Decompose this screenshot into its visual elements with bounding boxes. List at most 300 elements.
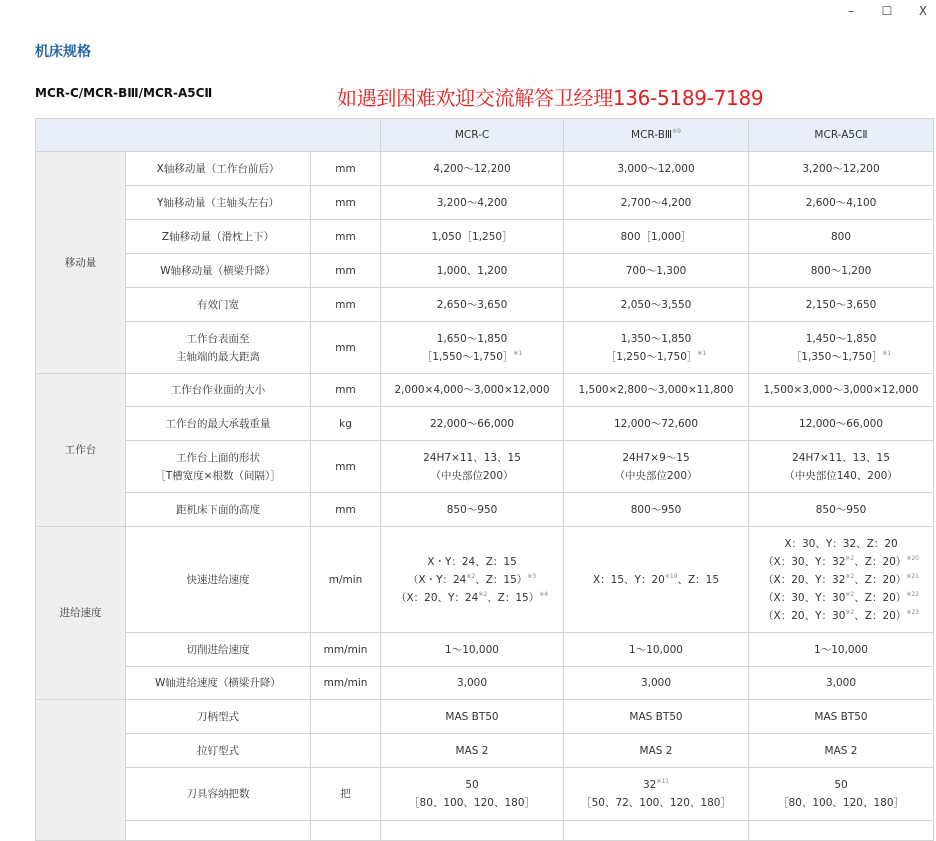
cell-line — [749, 296, 933, 314]
cell-text: MAS 2 — [639, 744, 673, 757]
cell-line — [749, 126, 933, 144]
cell-line — [381, 330, 563, 348]
cell-line — [381, 674, 563, 692]
group-label: 进给速度 — [36, 527, 126, 700]
cell-line — [564, 742, 748, 760]
cell-text: 距机床下面的高度 — [176, 503, 260, 516]
column-header — [564, 119, 749, 152]
cell-line — [564, 330, 748, 348]
page-title: 机床规格 — [35, 44, 91, 60]
value-cell — [381, 322, 564, 374]
unit-cell: mm — [311, 322, 381, 374]
column-header — [381, 119, 564, 152]
cell-line — [126, 262, 310, 280]
cell-line — [749, 535, 933, 553]
unit-cell: mm — [311, 288, 381, 322]
cell-text: 800 — [830, 230, 852, 243]
cell-text: ［1,250～1,750］ — [605, 350, 698, 363]
value-cell — [564, 821, 749, 841]
item-label — [126, 186, 311, 220]
cell-text: 2,650～3,650 — [436, 298, 508, 311]
cell-line — [126, 296, 310, 314]
table-row — [36, 493, 934, 527]
item-label — [126, 441, 311, 493]
cell-text: 1～10,000 — [629, 643, 683, 656]
footnote-mark: ※9 — [672, 128, 681, 135]
cell-line — [749, 262, 933, 280]
footnote-mark: ※20 — [906, 554, 919, 562]
unit-cell: mm — [311, 220, 381, 254]
cell-text: MCR-BⅢ — [631, 129, 673, 141]
cell-line — [564, 415, 748, 433]
footnote-mark: ※2 — [478, 590, 488, 598]
footnote-mark: ※2 — [845, 608, 855, 616]
item-label — [126, 734, 311, 768]
value-cell — [749, 322, 934, 374]
item-label — [126, 768, 311, 821]
cell-line — [381, 262, 563, 280]
cell-text: 3,200～4,200 — [436, 196, 508, 209]
group-label: 移动量 — [36, 152, 126, 374]
value-cell — [564, 527, 749, 633]
value-cell — [564, 322, 749, 374]
value-cell — [381, 734, 564, 768]
table-row — [36, 441, 934, 493]
cell-text: 刀具容纳把数 — [186, 788, 250, 800]
value-cell — [749, 734, 934, 768]
cell-text: 24H7×9～15 — [622, 451, 690, 464]
cell-text: 850～950 — [446, 503, 498, 516]
item-label — [126, 322, 311, 374]
cell-text: 24H7×11、13、15 — [423, 451, 521, 464]
cell-text: X：15、Y：20 — [592, 573, 665, 586]
cell-text: （X：30、Y：32 — [763, 555, 846, 568]
cell-line — [749, 708, 933, 726]
cell-line — [126, 228, 310, 246]
cell-text: 1,450～1,850 — [805, 332, 877, 345]
cell-line — [126, 785, 310, 803]
cell-text: 1,500×3,000～3,000×12,000 — [763, 384, 919, 396]
cell-line — [749, 415, 933, 433]
cell-line — [381, 641, 563, 659]
cell-text: MAS BT50 — [445, 710, 499, 723]
cell-text: 3,000 — [825, 677, 857, 689]
value-cell — [564, 633, 749, 667]
cell-text: 700～1,300 — [625, 264, 687, 277]
table-row — [36, 768, 934, 821]
cell-text: 工作台作业面的大小 — [170, 384, 266, 396]
model-line: MCR-C/MCR-BⅢ/MCR-A5CⅡ — [35, 86, 213, 100]
footnote-mark: ※11 — [656, 778, 670, 785]
value-cell — [564, 667, 749, 700]
value-cell — [381, 220, 564, 254]
cell-text: ［80、100、120、180］ — [409, 797, 536, 809]
cell-line — [381, 194, 563, 212]
unit-cell: m/min — [311, 527, 381, 633]
footnote-mark: ※1 — [513, 349, 523, 357]
value-cell — [381, 441, 564, 493]
cell-line — [749, 589, 933, 607]
cell-line — [749, 553, 933, 571]
value-cell — [749, 254, 934, 288]
footnote-mark: ※23 — [906, 608, 919, 616]
group-label: 工作台 — [36, 374, 126, 527]
cell-line — [381, 348, 563, 366]
value-cell — [381, 288, 564, 322]
item-label — [126, 667, 311, 700]
cell-line — [381, 415, 563, 433]
value-cell — [564, 734, 749, 768]
cell-text: MCR-C — [454, 129, 490, 141]
value-cell — [749, 220, 934, 254]
value-cell — [749, 186, 934, 220]
cell-text: （X・Y：24 — [407, 573, 467, 586]
table-row — [36, 322, 934, 374]
cell-line — [749, 330, 933, 348]
cell-line — [564, 571, 748, 589]
cell-text: 3,000 — [456, 677, 488, 689]
unit-cell: mm — [311, 254, 381, 288]
cell-line — [564, 262, 748, 280]
cell-text: 切削进给速度 — [186, 643, 250, 656]
cell-line — [126, 449, 310, 467]
table-row — [36, 152, 934, 186]
cell-text: 1,000、1,200 — [436, 264, 508, 277]
item-label — [126, 407, 311, 441]
cell-text: 12,000～72,600 — [614, 417, 698, 430]
value-cell — [381, 527, 564, 633]
group-label — [36, 700, 126, 841]
unit-cell: kg — [311, 407, 381, 441]
table-row — [36, 700, 934, 734]
cell-line — [564, 348, 748, 366]
cell-line — [564, 194, 748, 212]
cell-text: 1～10,000 — [445, 643, 499, 656]
unit-cell: mm — [311, 493, 381, 527]
value-cell — [564, 700, 749, 734]
cell-text: 1,500×2,800～3,000×11,800 — [578, 384, 734, 396]
cell-line — [749, 776, 933, 794]
value-cell — [381, 667, 564, 700]
footnote-mark: ※1 — [882, 349, 892, 357]
value-cell — [564, 152, 749, 186]
cell-text: 、Z：20） — [854, 555, 907, 568]
cell-text: （中央部位200） — [430, 469, 514, 482]
item-label — [126, 288, 311, 322]
cell-text: 、Z：20） — [854, 591, 907, 604]
table-row — [36, 288, 934, 322]
cell-text: （X：20、Y：30 — [763, 609, 846, 622]
cell-line — [126, 742, 310, 760]
cell-text: ［T槽宽度×根数（间隔）］ — [155, 469, 281, 482]
item-label — [126, 220, 311, 254]
cell-line — [126, 708, 310, 726]
cell-line — [126, 501, 310, 519]
cell-text: ［1,550～1,750］ — [421, 350, 514, 363]
cell-line — [381, 126, 563, 144]
cell-line — [749, 228, 933, 246]
value-cell — [381, 152, 564, 186]
footnote-mark: ※22 — [906, 590, 919, 598]
value-cell — [381, 821, 564, 841]
unit-cell: 把 — [311, 768, 381, 821]
cell-text: （X：20、Y：24 — [395, 591, 479, 604]
minimize-button[interactable]: – — [848, 4, 854, 18]
cell-text: W轴移动量（横梁升降） — [160, 264, 276, 277]
cell-line — [564, 381, 748, 399]
item-label — [126, 152, 311, 186]
table-row — [36, 220, 934, 254]
column-header — [749, 119, 934, 152]
cell-line — [749, 607, 933, 625]
unit-cell — [311, 734, 381, 768]
unit-cell: mm — [311, 152, 381, 186]
cell-text: 工作台的最大承载重量 — [165, 417, 271, 430]
value-cell — [381, 374, 564, 407]
cell-text: Z轴移动量（滑枕上下） — [161, 230, 275, 243]
cell-text: Y轴移动量（主轴头左右） — [157, 196, 279, 209]
cell-line — [381, 501, 563, 519]
cell-text: 800～950 — [630, 503, 682, 516]
cell-text: X・Y：24、Z：15 — [427, 555, 517, 568]
value-cell — [749, 493, 934, 527]
unit-cell — [311, 700, 381, 734]
value-cell — [564, 288, 749, 322]
cell-line — [381, 160, 563, 178]
cell-text: 2,600～4,100 — [805, 196, 877, 209]
value-cell — [564, 220, 749, 254]
cell-text: X：30、Y：32、Z：20 — [784, 537, 898, 550]
value-cell — [564, 441, 749, 493]
cell-text: 1,050［1,250］ — [431, 230, 513, 243]
cell-line — [126, 348, 310, 366]
cell-line — [381, 708, 563, 726]
cell-text: 2,050～3,550 — [620, 298, 692, 311]
table-row — [36, 821, 934, 841]
cell-line — [564, 501, 748, 519]
value-cell — [381, 186, 564, 220]
unit-cell: mm — [311, 186, 381, 220]
spec-table — [35, 118, 934, 841]
table-row — [36, 407, 934, 441]
cell-line — [381, 589, 563, 607]
cell-line — [749, 571, 933, 589]
cell-line — [564, 228, 748, 246]
cell-text: 、Z：20） — [854, 609, 907, 622]
cell-line — [381, 381, 563, 399]
cell-line — [381, 296, 563, 314]
cell-line — [381, 467, 563, 485]
item-label — [126, 821, 311, 841]
unit-cell: mm/min — [311, 633, 381, 667]
value-cell — [381, 407, 564, 441]
footnote-mark: ※2 — [845, 590, 855, 598]
value-cell — [564, 254, 749, 288]
cell-line — [564, 674, 748, 692]
cell-line — [126, 571, 310, 589]
value-cell — [564, 374, 749, 407]
cell-line — [126, 415, 310, 433]
cell-line — [564, 160, 748, 178]
cell-text: （X：20、Y：32 — [763, 573, 846, 586]
cell-line — [564, 126, 748, 144]
item-label — [126, 254, 311, 288]
cell-text: 有效门宽 — [197, 298, 239, 311]
value-cell — [749, 700, 934, 734]
cell-text: 2,150～3,650 — [805, 298, 877, 311]
footnote-mark: ※21 — [906, 572, 919, 580]
cell-line — [749, 674, 933, 692]
cell-line — [749, 794, 933, 812]
cell-text: X轴移动量（工作台前后） — [156, 162, 280, 175]
cell-text: （X：30、Y：30 — [763, 591, 846, 604]
value-cell — [749, 527, 934, 633]
cell-text: MAS 2 — [455, 744, 489, 757]
footnote-mark: ※3 — [527, 572, 537, 580]
cell-text: 800［1,000］ — [620, 230, 692, 243]
value-cell — [381, 493, 564, 527]
maximize-button[interactable]: ☐ — [881, 4, 893, 18]
cell-text: 850～950 — [815, 503, 867, 516]
footnote-mark: ※2 — [845, 554, 855, 562]
cell-line — [749, 467, 933, 485]
footnote-mark: ※1 — [697, 349, 707, 357]
cell-text: 1,650～1,850 — [436, 332, 508, 345]
table-row — [36, 254, 934, 288]
value-cell — [749, 407, 934, 441]
cell-line — [126, 194, 310, 212]
table-row — [36, 633, 934, 667]
footnote-mark: ※2 — [466, 572, 476, 580]
cell-line — [749, 381, 933, 399]
cell-line — [564, 708, 748, 726]
cell-line — [564, 467, 748, 485]
value-cell — [749, 667, 934, 700]
item-label — [126, 527, 311, 633]
cell-text: MAS BT50 — [814, 710, 868, 723]
cell-line — [126, 467, 310, 485]
cell-line — [564, 296, 748, 314]
value-cell — [564, 493, 749, 527]
table-row — [36, 186, 934, 220]
cell-text: 、Z：15） — [487, 591, 540, 604]
value-cell — [564, 407, 749, 441]
cell-text: 工作台上面的形状 — [176, 451, 260, 464]
cell-text: 、Z：15 — [677, 573, 720, 586]
cell-line — [381, 571, 563, 589]
cell-text: MCR-A5CⅡ — [814, 129, 868, 141]
cell-line — [381, 449, 563, 467]
cell-text: 、Z：20） — [854, 573, 907, 586]
value-cell — [381, 633, 564, 667]
cell-text: MAS BT50 — [629, 710, 683, 723]
cell-line — [381, 794, 563, 812]
cell-text: 24H7×11、13、15 — [792, 451, 890, 464]
cell-line — [564, 794, 748, 812]
header-row — [36, 119, 934, 152]
cell-text: 4,200～12,200 — [433, 162, 511, 175]
table-row — [36, 734, 934, 768]
cell-text: （中央部位140、200） — [784, 469, 898, 482]
cell-text: 3,000 — [640, 677, 672, 689]
window-controls — [844, 4, 930, 18]
value-cell — [749, 821, 934, 841]
unit-cell — [311, 821, 381, 841]
table-row — [36, 374, 934, 407]
cell-text: ［80、100、120、180］ — [778, 797, 905, 809]
value-cell — [749, 152, 934, 186]
cell-text: 、Z：15） — [475, 573, 528, 586]
cell-line — [749, 742, 933, 760]
cell-line — [749, 501, 933, 519]
cell-text: 主轴端的最大距离 — [176, 350, 260, 363]
value-cell — [381, 254, 564, 288]
value-cell — [749, 374, 934, 407]
value-cell — [381, 768, 564, 821]
cell-text: 800～1,200 — [810, 264, 872, 277]
cell-line — [126, 674, 310, 692]
item-label — [126, 493, 311, 527]
unit-cell: mm — [311, 441, 381, 493]
footnote-mark: ※10 — [664, 572, 678, 580]
contact-banner: 如遇到困难欢迎交流解答卫经理136-5189-7189 — [337, 86, 764, 110]
cell-text: 2,000×4,000～3,000×12,000 — [394, 384, 550, 396]
cell-text: 刀柄型式 — [197, 710, 239, 723]
cell-text: 1～10,000 — [814, 643, 868, 656]
footnote-mark: ※4 — [539, 590, 549, 598]
cell-text: ［1,350～1,750］ — [790, 350, 883, 363]
cell-line — [381, 553, 563, 571]
cell-text: 工作台表面至 — [186, 332, 250, 345]
value-cell — [749, 441, 934, 493]
cell-line — [564, 776, 748, 794]
table-row — [36, 527, 934, 633]
cell-line — [126, 641, 310, 659]
cell-line — [381, 228, 563, 246]
cell-text: 50 — [834, 779, 848, 791]
cell-text: 22,000～66,000 — [430, 417, 514, 430]
header-blank — [36, 119, 381, 152]
cell-text: 3,000～12,000 — [617, 162, 695, 175]
unit-cell: mm — [311, 374, 381, 407]
unit-cell: mm/min — [311, 667, 381, 700]
cell-text: 12,000～66,000 — [799, 417, 883, 430]
item-label — [126, 700, 311, 734]
cell-text: 3,200～12,200 — [802, 162, 880, 175]
cell-text: 50 — [465, 779, 479, 791]
cell-text: ［50、72、100、120、180］ — [581, 797, 731, 809]
cell-line — [564, 641, 748, 659]
footnote-mark: ※2 — [845, 572, 855, 580]
cell-text: 2,700～4,200 — [620, 196, 692, 209]
cell-line — [749, 194, 933, 212]
value-cell — [749, 633, 934, 667]
close-button[interactable]: X — [918, 4, 928, 18]
cell-text: W轴进给速度（横梁升降） — [155, 677, 281, 689]
cell-line — [126, 381, 310, 399]
cell-text: （中央部位200） — [614, 469, 698, 482]
cell-text: 快速进给速度 — [186, 573, 250, 586]
cell-line — [126, 160, 310, 178]
value-cell — [749, 288, 934, 322]
item-label — [126, 633, 311, 667]
cell-line — [381, 742, 563, 760]
cell-line — [564, 449, 748, 467]
cell-line — [749, 641, 933, 659]
value-cell — [564, 186, 749, 220]
value-cell — [749, 768, 934, 821]
cell-line — [749, 449, 933, 467]
